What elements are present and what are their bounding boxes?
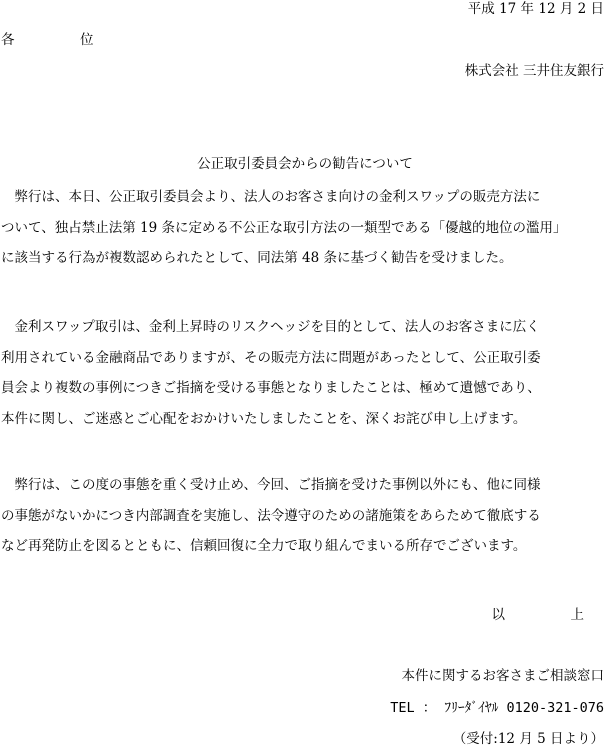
paragraph-1: [1, 182, 609, 274]
issuer-name: 株式会社 三井住友銀行: [464, 63, 604, 79]
paragraph-line: 利用されている金融商品でありますが、その販売方法に問題があったとして、公正取引委: [1, 349, 541, 366]
paragraph-line: など再発防止を図るとともに、信頼回復に全力で取り組んでまいる所存でございます。: [1, 538, 527, 554]
contact-telephone: TEL ： ﾌﾘｰﾀﾞｲﾔﾙ 0120-321-076: [390, 700, 604, 716]
paragraph-2: [1, 312, 609, 434]
paragraph-3: [1, 470, 609, 562]
contact-hours: （受付:12 月 5 日より）: [452, 731, 604, 747]
paragraph-line: 本件に関し、ご迷惑とご心配をおかけいたしましたことを、深くお詫び申し上げます。: [1, 410, 527, 427]
paragraph-line: 弊行は、この度の事態を重く受け止め、今回、ご指摘を受けた事例以外にも、他に同様: [1, 477, 541, 493]
paragraph-line: ついて、独占禁止法第 19 条に定める不公正な取引方法の一類型である「優越的地位の濫用」: [1, 219, 567, 236]
closing-mark: 以 上: [491, 607, 610, 623]
paragraph-line: 金利スワップ取引は、金利上昇時のリスクヘッジを目的として、法人のお客さまに広く: [1, 319, 540, 335]
date: 平成 17 年 12 月 2 日: [467, 1, 604, 17]
contact-heading: 本件に関するお客さまご相談窓口: [401, 668, 604, 684]
paragraph-line: 弊行は、本日、公正取引委員会より、法人のお客さま向けの金利スワップの販売方法に: [1, 189, 541, 205]
paragraph-line: の事態がないかにつき内部調査を実施し、法令遵守のための諸施策をあらためて徹底する: [1, 507, 541, 524]
document-title: 公正取引委員会からの勧告について: [197, 156, 413, 172]
paragraph-line: に該当する行為が複数認められたとして、同法第 48 条に基づく勧告を受けました。: [1, 250, 513, 266]
paragraph-line: 員会より複数の事例につきご指摘を受ける事態となりましたことは、極めて遺憾であり、: [1, 380, 541, 396]
addressee: 各 位: [1, 32, 120, 48]
